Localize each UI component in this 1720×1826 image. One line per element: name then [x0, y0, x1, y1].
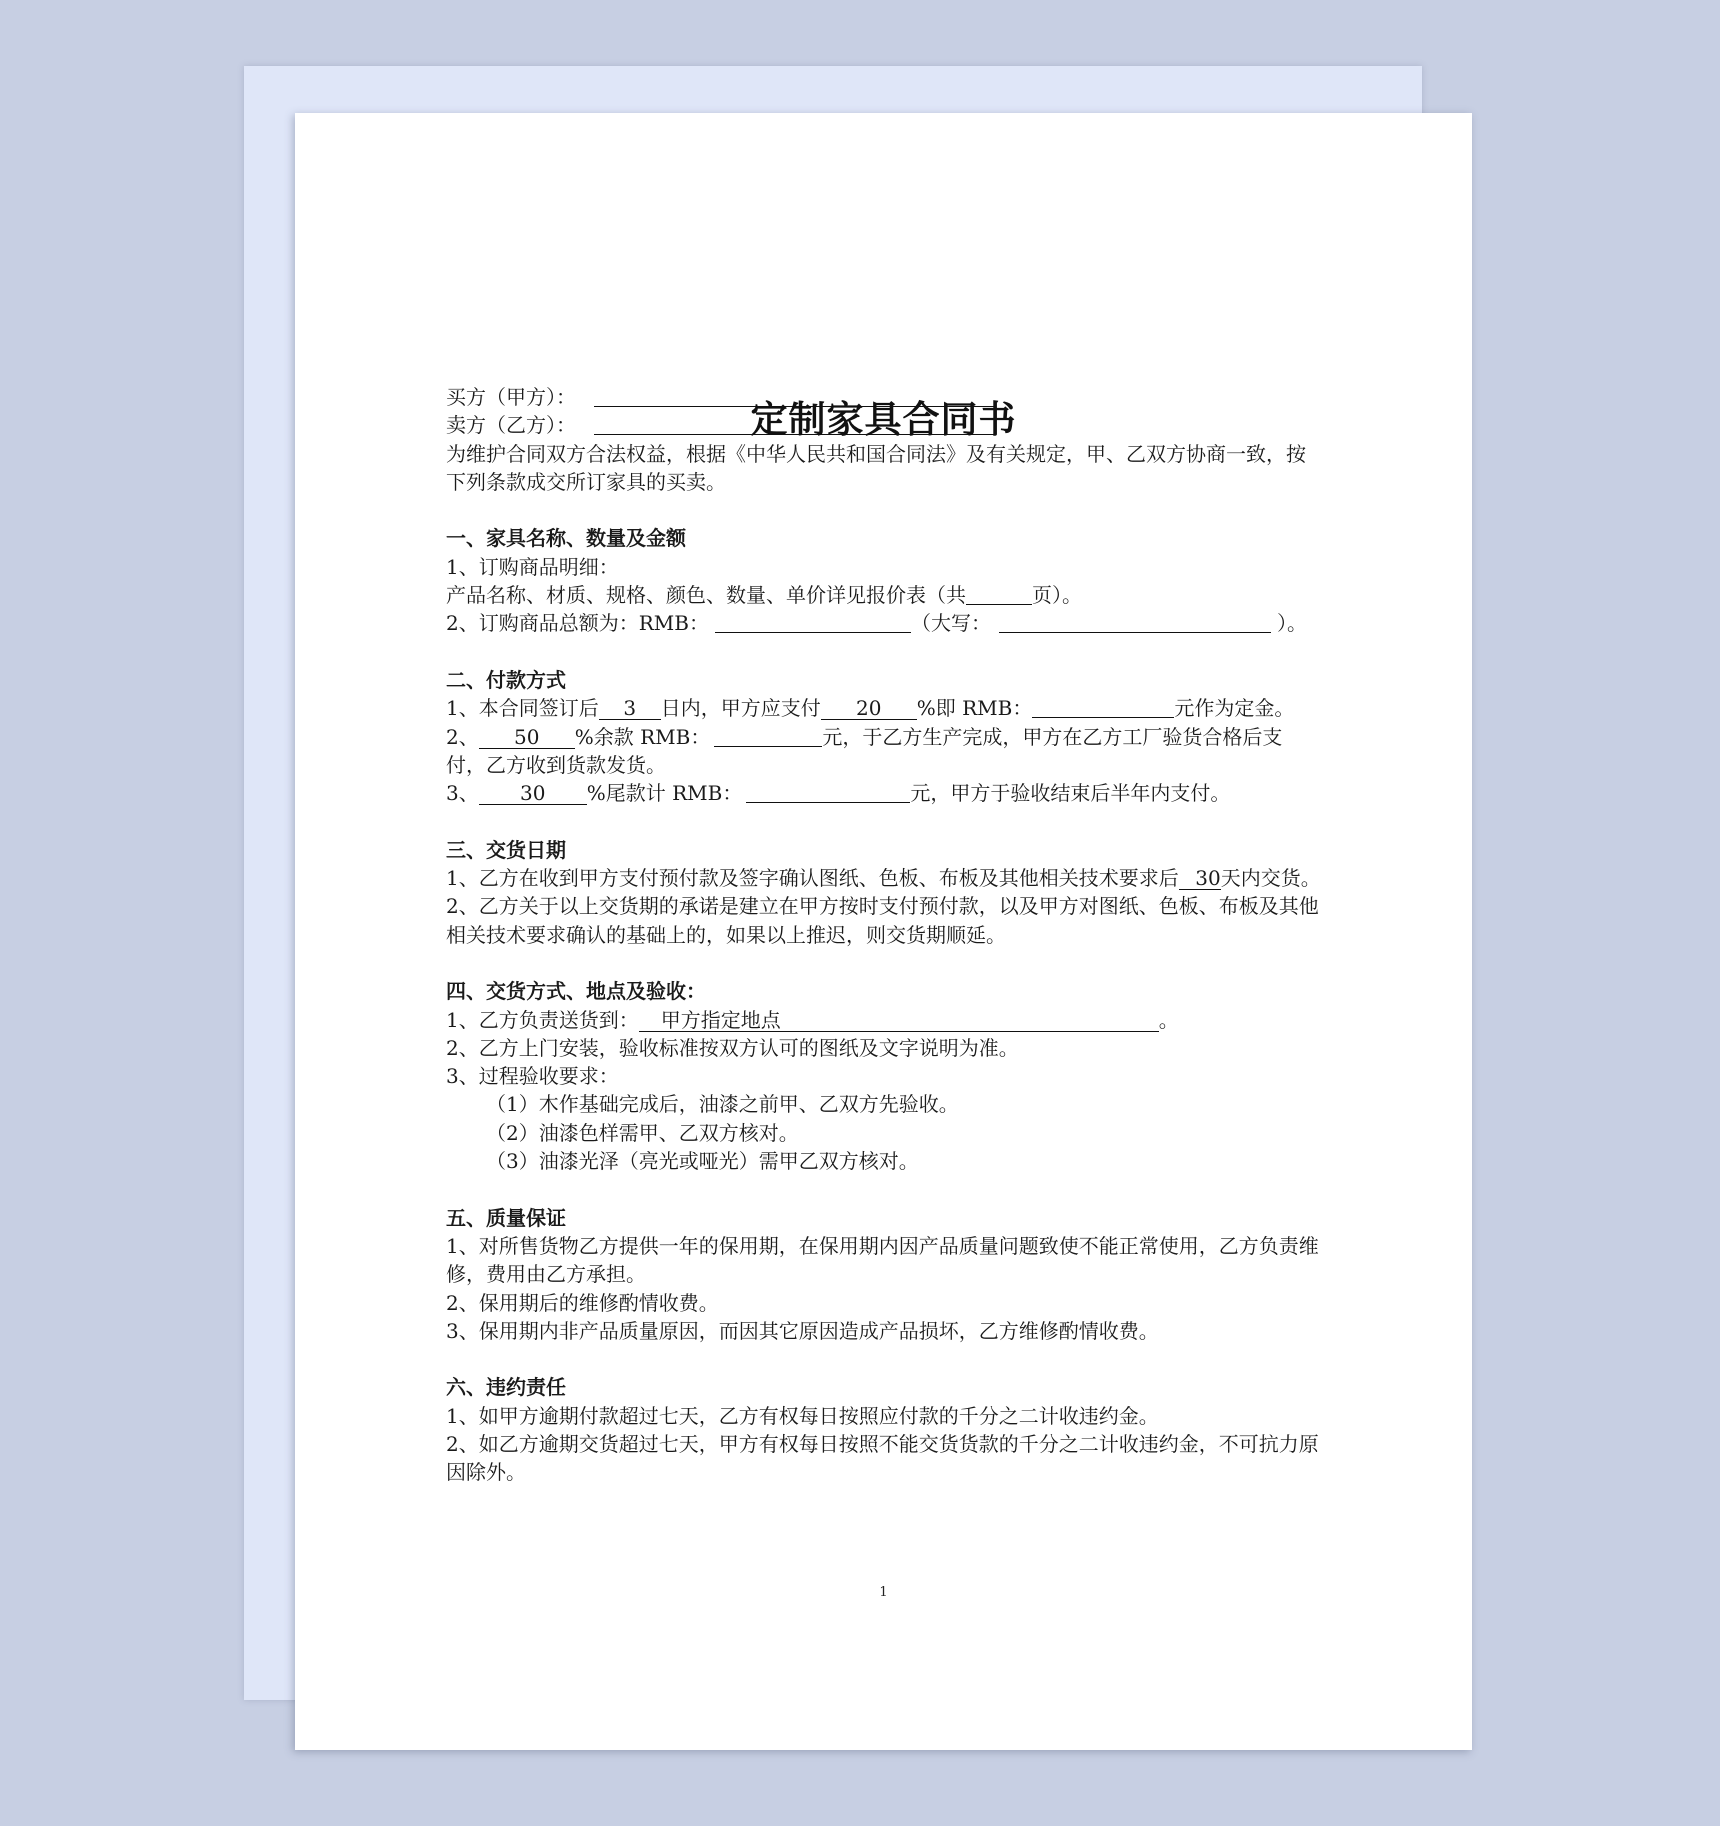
s4-line-3: 3、过程验收要求：: [446, 1064, 619, 1089]
s4-sub-1: （1）木作基础完成后，油漆之前甲、乙双方先验收。: [486, 1092, 959, 1117]
section-6-heading: 六、违约责任: [446, 1375, 566, 1400]
deposit-percent-value: 20: [821, 697, 917, 720]
s2-l1-c: %即 RMB：: [916, 696, 1033, 721]
page-count-blank: [966, 584, 1032, 605]
s3-line-1: [446, 864, 1322, 892]
final-amount-blank: [746, 782, 910, 803]
delivery-days-value: 30: [1179, 867, 1221, 890]
s2-l2-c: 元，于乙方生产完成，甲方在乙方工厂验货合格后支付，乙方收到货款发货。: [446, 724, 1283, 777]
s1-detail-line: [446, 581, 1322, 609]
s1-total-line: [446, 609, 1322, 637]
contract-body: [446, 383, 1322, 1487]
s1-total-post: ）。: [1276, 611, 1307, 636]
delivery-place-field: [639, 1009, 1159, 1032]
s2-line-3: [446, 779, 1322, 807]
s1-item-1: 1、订购商品明细：: [446, 554, 619, 579]
s5-line-2: 2、保用期后的维修酌情收费。: [446, 1290, 719, 1315]
s5-line-1: 1、对所售货物乙方提供一年的保用期，在保用期内因产品质量问题致使不能正常使用，乙方负责维修，费用由乙方承担。: [446, 1233, 1319, 1287]
section-4-heading: 四、交货方式、地点及验收：: [446, 979, 706, 1004]
document-page: [295, 113, 1472, 1750]
s4-line-1: [446, 1006, 1322, 1034]
s1-total-pre: 2、订购商品总额为：RMB：: [446, 611, 709, 636]
s4-line-2: 2、乙方上门安装，验收标准按双方认可的图纸及文字说明为准。: [446, 1035, 1019, 1060]
total-amount-blank: [715, 612, 911, 633]
s6-line-2: 2、如乙方逾期交货超过七天，甲方有权每日按照不能交货货款的千分之二计收违约金，不可抗力原因除外。: [446, 1431, 1319, 1485]
s2-l1-b: 日内，甲方应支付: [660, 696, 821, 721]
s5-line-3: 3、保用期内非产品质量原因，而因其它原因造成产品损坏，乙方维修酌情收费。: [446, 1318, 1159, 1343]
buyer-label: 买方（甲方）：: [446, 385, 576, 409]
s4-l1-b: 。: [1158, 1007, 1179, 1032]
s4-l1-a: 1、乙方负责送货到：: [446, 1007, 639, 1032]
final-percent-value: 30: [479, 782, 587, 805]
deposit-amount-blank: [1032, 697, 1174, 718]
delivery-place-value: 甲方指定地点: [660, 1007, 781, 1032]
s2-l3-b: %尾款计 RMB：: [586, 781, 743, 806]
intro-paragraph: 为维护合同双方合法权益，根据《中华人民共和国合同法》及有关规定，甲、乙双方协商一致，按下列条款成交所订家具的买卖。: [446, 441, 1306, 494]
contract-title: 定制家具合同书: [750, 398, 1017, 441]
s2-line-1: [446, 694, 1322, 722]
s1-detail-pre: 产品名称、材质、规格、颜色、数量、单价详见报价表（共: [446, 583, 966, 608]
s3-l1-a: 1、乙方在收到甲方支付预付款及签字确认图纸、色板、布板及其他相关技术要求后: [446, 866, 1179, 891]
buyer-line: [446, 383, 1322, 411]
balance-amount-blank: [714, 726, 822, 747]
s2-l1-d: 元作为定金。: [1174, 696, 1295, 721]
s2-l2-a: 2、: [446, 724, 479, 749]
s1-detail-post: 页）。: [1032, 583, 1082, 608]
section-1-heading: 一、家具名称、数量及金额: [446, 526, 686, 551]
seller-blank: [594, 414, 994, 435]
total-words-blank: [999, 612, 1271, 633]
deposit-days-value: 3: [599, 697, 661, 720]
s6-line-1: 1、如甲方逾期付款超过七天，乙方有权每日按照应付款的千分之二计收违约金。: [446, 1403, 1159, 1428]
balance-percent-value: 50: [479, 726, 575, 749]
page-number: 1: [879, 1585, 888, 1600]
seller-label: 卖方（乙方）：: [446, 413, 576, 438]
seller-line: [446, 411, 1322, 439]
s2-l3-c: 元，甲方于验收结束后半年内支付。: [910, 781, 1231, 806]
s4-sub-2: （2）油漆色样需甲、乙双方核对。: [486, 1120, 799, 1145]
section-2-heading: 二、付款方式: [446, 667, 566, 692]
s4-sub-3: （3）油漆光泽（亮光或哑光）需甲乙双方核对。: [486, 1149, 919, 1174]
s2-l3-a: 3、: [446, 781, 479, 806]
section-3-heading: 三、交货日期: [446, 837, 566, 862]
section-5-heading: 五、质量保证: [446, 1205, 566, 1230]
buyer-blank: [594, 386, 994, 407]
s3-l1-b: 天内交货。: [1220, 866, 1321, 891]
s2-line-2: [446, 723, 1322, 780]
s1-total-mid: （大写：: [910, 611, 991, 636]
s2-l2-b: %余款 RMB：: [574, 724, 711, 749]
s3-line-2: 2、乙方关于以上交货期的承诺是建立在甲方按时支付预付款，以及甲方对图纸、色板、布板及其他相关技术要求确认的基础上的，如果以上推迟，则交货期顺延。: [446, 894, 1319, 947]
s2-l1-a: 1、本合同签订后: [446, 696, 599, 721]
